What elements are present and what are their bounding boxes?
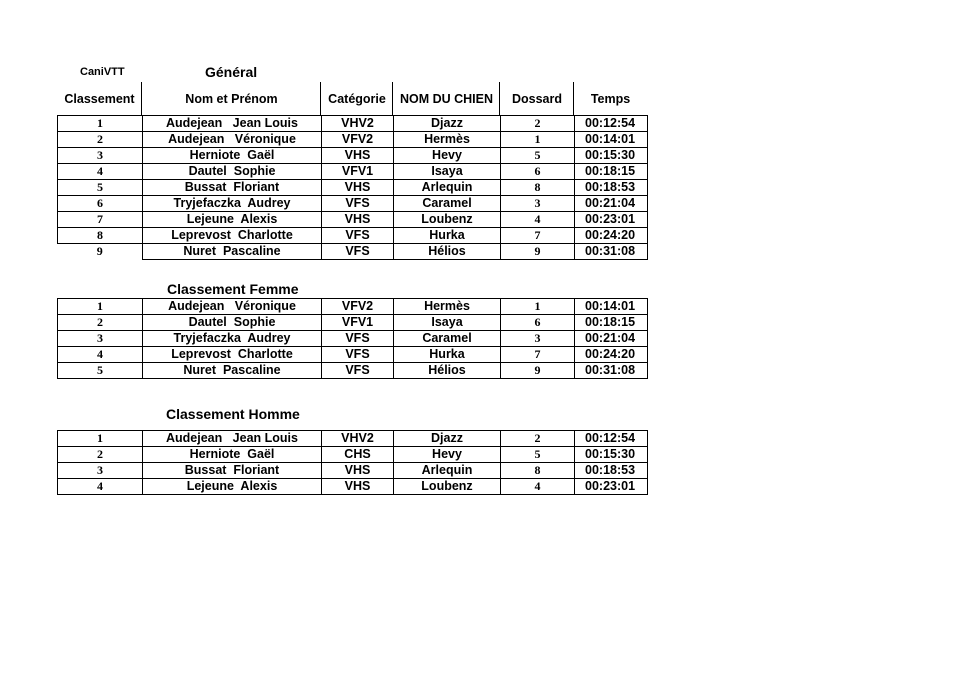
- cell-rank: 2: [58, 315, 143, 331]
- cell-dog: Loubenz: [394, 212, 501, 228]
- cell-dog: Loubenz: [394, 479, 501, 495]
- cell-bib: 4: [501, 212, 575, 228]
- cell-bib: 9: [501, 244, 575, 260]
- cell-time: 00:24:20: [575, 347, 648, 363]
- header-categorie: Catégorie: [328, 92, 386, 106]
- cell-bib: 9: [501, 363, 575, 379]
- cell-rank: 4: [58, 479, 143, 495]
- cell-category: VFS: [322, 244, 394, 260]
- cell-category: VHS: [322, 479, 394, 495]
- cell-category: VFV2: [322, 132, 394, 148]
- cell-category: VFS: [322, 331, 394, 347]
- cell-bib: 4: [501, 479, 575, 495]
- cell-name: Tryjefaczka Audrey: [143, 196, 322, 212]
- cell-bib: 3: [501, 331, 575, 347]
- cell-bib: 2: [501, 431, 575, 447]
- header-divider: [141, 82, 142, 115]
- cell-time: 00:31:08: [575, 244, 648, 260]
- cell-bib: 3: [501, 196, 575, 212]
- cell-dog: Hevy: [394, 148, 501, 164]
- cell-time: 00:15:30: [575, 148, 648, 164]
- cell-dog: Isaya: [394, 315, 501, 331]
- cell-bib: 8: [501, 463, 575, 479]
- table-row: [58, 164, 648, 180]
- cell-time: 00:14:01: [575, 132, 648, 148]
- table-row: [58, 244, 648, 260]
- cell-dog: Hurka: [394, 347, 501, 363]
- header-divider: [499, 82, 500, 115]
- cell-name: Tryjefaczka Audrey: [143, 331, 322, 347]
- table-row: [58, 479, 648, 495]
- table-row: [58, 331, 648, 347]
- cell-rank: 2: [58, 447, 143, 463]
- cell-category: VHS: [322, 212, 394, 228]
- table-row: [58, 315, 648, 331]
- cell-dog: Djazz: [394, 116, 501, 132]
- cell-category: VHV2: [322, 116, 394, 132]
- femme-table: [57, 298, 648, 379]
- cell-time: 00:12:54: [575, 431, 648, 447]
- header-dossard: Dossard: [511, 92, 563, 106]
- cell-category: VFS: [322, 228, 394, 244]
- table-row: [58, 347, 648, 363]
- sport-label: CaniVTT: [80, 66, 125, 78]
- general-table: [57, 115, 648, 260]
- cell-dog: Hélios: [394, 244, 501, 260]
- cell-name: Audejean Jean Louis: [143, 116, 322, 132]
- femme-title: Classement Femme: [167, 281, 299, 297]
- header-divider: [392, 82, 393, 115]
- table-row: [58, 132, 648, 148]
- cell-time: 00:15:30: [575, 447, 648, 463]
- cell-rank: 1: [58, 431, 143, 447]
- cell-bib: 5: [501, 148, 575, 164]
- cell-dog: Arlequin: [394, 180, 501, 196]
- table-row: [58, 463, 648, 479]
- cell-time: 00:21:04: [575, 196, 648, 212]
- table-row: [58, 148, 648, 164]
- cell-time: 00:21:04: [575, 331, 648, 347]
- cell-dog: Arlequin: [394, 463, 501, 479]
- cell-rank: 7: [58, 212, 143, 228]
- general-title: Général: [205, 64, 258, 80]
- header-divider: [320, 82, 321, 115]
- cell-bib: 6: [501, 164, 575, 180]
- cell-category: VFS: [322, 196, 394, 212]
- cell-bib: 1: [501, 299, 575, 315]
- cell-dog: Hermès: [394, 299, 501, 315]
- cell-dog: Caramel: [394, 196, 501, 212]
- cell-dog: Caramel: [394, 331, 501, 347]
- cell-bib: 5: [501, 447, 575, 463]
- table-row: [58, 431, 648, 447]
- cell-category: VHV2: [322, 431, 394, 447]
- cell-name: Bussat Floriant: [143, 463, 322, 479]
- cell-rank: 5: [58, 180, 143, 196]
- cell-rank: 3: [58, 463, 143, 479]
- cell-name: Audejean Jean Louis: [143, 431, 322, 447]
- table-row: [58, 228, 648, 244]
- cell-bib: 7: [501, 228, 575, 244]
- cell-time: 00:18:15: [575, 315, 648, 331]
- homme-table: [57, 430, 648, 495]
- cell-bib: 2: [501, 116, 575, 132]
- cell-rank: 3: [58, 148, 143, 164]
- cell-time: 00:31:08: [575, 363, 648, 379]
- cell-bib: 7: [501, 347, 575, 363]
- homme-title: Classement Homme: [166, 406, 300, 422]
- cell-name: Leprevost Charlotte: [143, 228, 322, 244]
- cell-rank: 2: [58, 132, 143, 148]
- cell-name: Nuret Pascaline: [143, 363, 322, 379]
- cell-rank: 3: [58, 331, 143, 347]
- cell-name: Leprevost Charlotte: [143, 347, 322, 363]
- cell-name: Audejean Véronique: [143, 299, 322, 315]
- cell-time: 00:18:53: [575, 463, 648, 479]
- cell-dog: Hurka: [394, 228, 501, 244]
- table-row: [58, 299, 648, 315]
- cell-category: CHS: [322, 447, 394, 463]
- cell-name: Lejeune Alexis: [143, 479, 322, 495]
- cell-time: 00:24:20: [575, 228, 648, 244]
- table-row: [58, 180, 648, 196]
- header-temps: Temps: [590, 92, 631, 106]
- cell-rank: 4: [58, 347, 143, 363]
- cell-bib: 6: [501, 315, 575, 331]
- cell-dog: Hélios: [394, 363, 501, 379]
- cell-name: Herniote Gaël: [143, 447, 322, 463]
- cell-name: Lejeune Alexis: [143, 212, 322, 228]
- cell-time: 00:12:54: [575, 116, 648, 132]
- cell-name: Bussat Floriant: [143, 180, 322, 196]
- cell-time: 00:14:01: [575, 299, 648, 315]
- cell-dog: Djazz: [394, 431, 501, 447]
- header-chien: NOM DU CHIEN: [399, 92, 494, 106]
- cell-rank: 6: [58, 196, 143, 212]
- cell-category: VFV1: [322, 315, 394, 331]
- cell-time: 00:18:53: [575, 180, 648, 196]
- cell-time: 00:18:15: [575, 164, 648, 180]
- cell-category: VHS: [322, 463, 394, 479]
- cell-category: VFS: [322, 347, 394, 363]
- cell-rank: 1: [58, 299, 143, 315]
- cell-name: Nuret Pascaline: [143, 244, 322, 260]
- cell-bib: 1: [501, 132, 575, 148]
- cell-name: Herniote Gaël: [143, 148, 322, 164]
- cell-name: Dautel Sophie: [143, 164, 322, 180]
- cell-dog: Hermès: [394, 132, 501, 148]
- cell-name: Dautel Sophie: [143, 315, 322, 331]
- cell-bib: 8: [501, 180, 575, 196]
- cell-time: 00:23:01: [575, 212, 648, 228]
- header-divider: [573, 82, 574, 115]
- cell-category: VHS: [322, 148, 394, 164]
- table-row: [58, 116, 648, 132]
- cell-category: VFV1: [322, 164, 394, 180]
- cell-rank: 9: [58, 244, 143, 260]
- cell-rank: 8: [58, 228, 143, 244]
- cell-category: VHS: [322, 180, 394, 196]
- header-nom: Nom et Prénom: [185, 92, 278, 106]
- cell-category: VFS: [322, 363, 394, 379]
- cell-rank: 4: [58, 164, 143, 180]
- table-row: [58, 447, 648, 463]
- header-classement: Classement: [64, 92, 135, 106]
- cell-dog: Hevy: [394, 447, 501, 463]
- cell-time: 00:23:01: [575, 479, 648, 495]
- cell-rank: 5: [58, 363, 143, 379]
- table-row: [58, 363, 648, 379]
- table-row: [58, 196, 648, 212]
- cell-category: VFV2: [322, 299, 394, 315]
- table-row: [58, 212, 648, 228]
- cell-rank: 1: [58, 116, 143, 132]
- cell-name: Audejean Véronique: [143, 132, 322, 148]
- cell-dog: Isaya: [394, 164, 501, 180]
